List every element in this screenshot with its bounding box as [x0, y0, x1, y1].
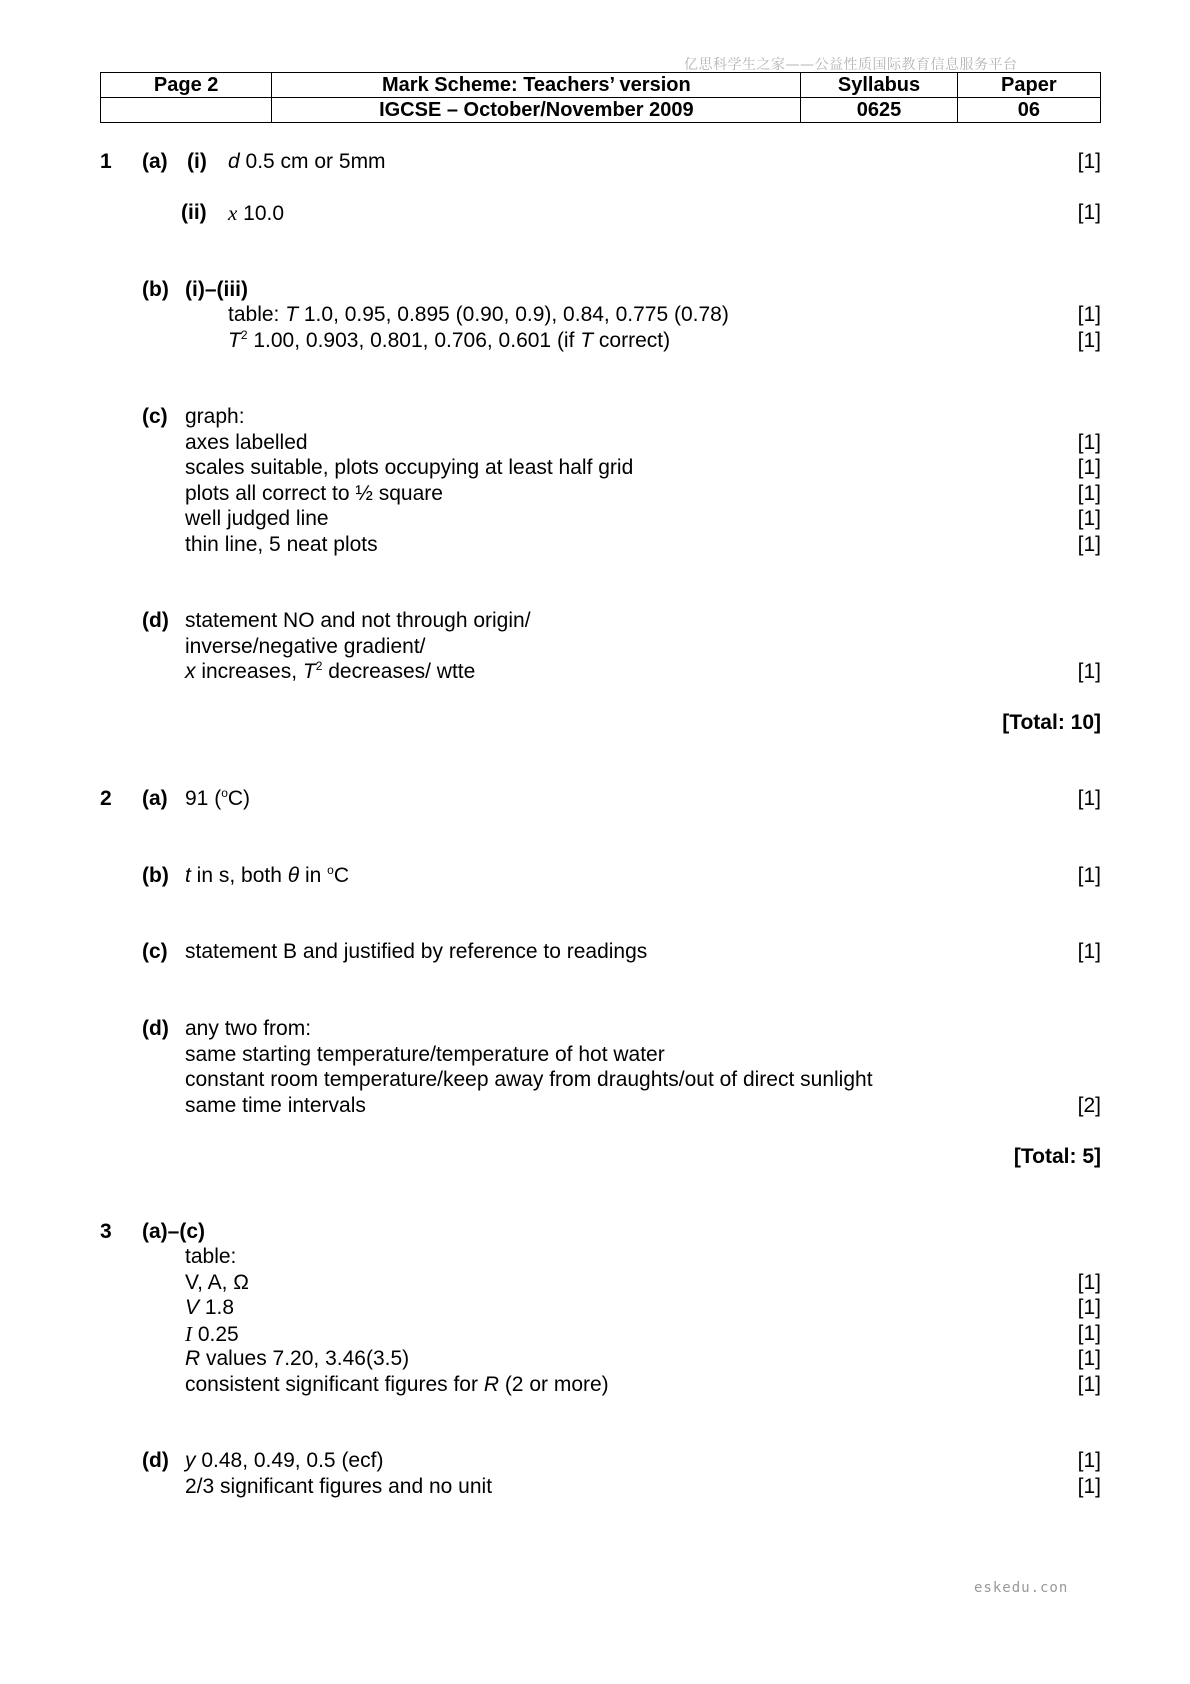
q3-d-variable: y — [185, 1449, 196, 1472]
q1-d-superscript: 2 — [315, 659, 323, 673]
q3-d-mark: [1] — [1077, 1475, 1101, 1498]
q1-a-ii-mark: [1] — [1077, 201, 1101, 224]
q1-b-line-1-variable: T — [285, 303, 299, 326]
q1-a-i-mark: [1] — [1077, 150, 1101, 173]
q1-c-line: axes labelled — [185, 431, 308, 454]
q3-sig-figs-line — [185, 1373, 609, 1397]
q1-d-mark: [1] — [1077, 660, 1101, 683]
q1-a-ii-variable: x — [228, 201, 238, 225]
q1-d-line-1: statement NO and not through origin/ — [185, 609, 531, 632]
q1-b-sub-label: (i)–(iii) — [185, 278, 248, 301]
q2-a-post: C) — [227, 787, 251, 810]
q1-c-line: thin line, 5 neat plots — [185, 533, 378, 556]
q3-r-text: values 7.20, 3.46(3.5) — [200, 1347, 410, 1370]
q2-b-mark: [1] — [1077, 864, 1101, 887]
q2-c-answer: statement B and justified by reference to readings — [185, 940, 648, 963]
q3-ac-mark: [1] — [1077, 1373, 1101, 1396]
q1-b-line-2-variable: T — [228, 329, 241, 352]
q1-c-mark: [1] — [1077, 533, 1101, 556]
q3-ac-mark: [1] — [1077, 1296, 1101, 1319]
q3-d-text: 0.48, 0.49, 0.5 (ecf) — [195, 1449, 384, 1472]
header-syllabus-label: Syllabus — [801, 73, 957, 98]
q1-b-line-1-mark: [1] — [1077, 303, 1101, 326]
q1-a-i-variable: d — [228, 150, 240, 173]
q1-part-c-label: (c) — [142, 405, 168, 428]
q2-part-d-label: (d) — [142, 1017, 169, 1040]
header-table — [100, 72, 1101, 123]
q1-a-ii-label: (ii) — [181, 201, 207, 224]
question-number-3: 3 — [100, 1220, 112, 1243]
q3-d-line-1 — [185, 1449, 383, 1473]
q2-b-text-a: in s, both — [190, 864, 288, 887]
header-row-1 — [101, 73, 1101, 98]
q2-d-mark: [2] — [1077, 1094, 1101, 1117]
header-title: Mark Scheme: Teachers’ version — [272, 73, 801, 98]
q3-current-line — [185, 1322, 239, 1347]
q1-part-a-label: (a) — [142, 150, 168, 173]
q1-b-line-1 — [228, 303, 729, 327]
q1-c-line: scales suitable, plots occupying at least half grid — [185, 456, 634, 479]
q2-part-b-label: (b) — [142, 864, 169, 887]
q1-d-line-3 — [185, 660, 475, 684]
q2-b-degree: o — [327, 863, 334, 877]
q1-b-line-1-text: 1.0, 0.95, 0.895 (0.90, 0.9), 0.84, 0.775 (0.78) — [298, 303, 729, 326]
q3-resistance-line — [185, 1347, 409, 1371]
q1-d-variable-x: x — [185, 660, 196, 683]
q3-i-variable: I — [185, 1322, 192, 1346]
q2-d-line: constant room temperature/keep away from draughts/out of direct sunlight — [185, 1068, 873, 1091]
q1-b-line-2-variable-2: T — [580, 329, 594, 352]
q3-d-line-2: 2/3 significant figures and no unit — [185, 1475, 493, 1498]
q3-v-variable: V — [185, 1296, 200, 1319]
q2-part-c-label: (c) — [142, 940, 168, 963]
q1-d-text-b: decreases/ wtte — [322, 660, 476, 683]
q1-b-line-2-mark: [1] — [1077, 329, 1101, 352]
q1-total: [Total: 10] — [1002, 711, 1101, 734]
q1-a-i-answer — [228, 150, 386, 174]
q1-c-line: plots all correct to ½ square — [185, 482, 443, 505]
q3-sf-variable: R — [483, 1373, 499, 1396]
q2-b-text-b: in — [299, 864, 328, 887]
q1-c-mark: [1] — [1077, 482, 1101, 505]
header-paper-label: Paper — [957, 73, 1100, 98]
q1-b-line-2-text: 1.00, 0.903, 0.801, 0.706, 0.601 (if — [247, 329, 581, 352]
q3-table-line: table: — [185, 1245, 237, 1268]
q3-ac-mark: [1] — [1077, 1347, 1101, 1370]
footer-watermark: eskedu.con — [974, 1580, 1069, 1596]
q2-a-degree: o — [221, 786, 228, 800]
q1-a-ii-text: 10.0 — [237, 202, 285, 225]
q2-a-pre: 91 ( — [185, 787, 222, 810]
q1-b-line-2-end: correct) — [593, 329, 671, 352]
header-row-2 — [101, 98, 1101, 123]
header-empty-cell — [101, 98, 272, 123]
q2-d-line: same time intervals — [185, 1094, 366, 1117]
header-paper-number: 06 — [957, 98, 1100, 123]
q2-a-answer — [185, 787, 250, 811]
q2-d-line: any two from: — [185, 1017, 312, 1040]
watermark-text: 亿思科学生之家——公益性质国际教育信息服务平台 — [684, 57, 1018, 73]
header-syllabus-code: 0625 — [801, 98, 957, 123]
q2-b-answer — [185, 864, 349, 888]
q3-units-line: V, A, Ω — [185, 1271, 249, 1294]
question-number-2: 2 — [100, 787, 112, 810]
q2-a-mark: [1] — [1077, 787, 1101, 810]
q1-a-i-text: 0.5 cm or 5mm — [239, 150, 386, 173]
question-number-1: 1 — [100, 150, 112, 173]
q1-d-line-2: inverse/negative gradient/ — [185, 635, 426, 658]
q3-v-text: 1.8 — [199, 1296, 235, 1319]
q1-c-line: well judged line — [185, 507, 329, 530]
q3-sf-end: (2 or more) — [498, 1373, 609, 1396]
q3-sf-text: consistent significant figures for — [185, 1373, 484, 1396]
q1-part-b-label: (b) — [142, 278, 169, 301]
q3-r-variable: R — [185, 1347, 201, 1370]
q1-b-line-2 — [228, 329, 670, 353]
q1-b-line-2-superscript: 2 — [240, 328, 248, 342]
q1-b-line-1-pre: table: — [228, 303, 286, 326]
q3-voltage-line — [185, 1296, 234, 1320]
q3-i-text: 0.25 — [192, 1323, 239, 1346]
q3-part-ac-label: (a)–(c) — [142, 1220, 206, 1243]
q3-part-d-label: (d) — [142, 1449, 169, 1472]
q2-b-variable-t: t — [185, 864, 191, 887]
q2-part-a-label: (a) — [142, 787, 168, 810]
q3-ac-mark: [1] — [1077, 1271, 1101, 1294]
q1-c-mark: [1] — [1077, 456, 1101, 479]
q3-d-mark: [1] — [1077, 1449, 1101, 1472]
q1-d-variable-t: T — [302, 660, 316, 683]
q1-part-d-label: (d) — [142, 609, 169, 632]
q2-c-mark: [1] — [1077, 940, 1101, 963]
q2-b-text-c: C — [333, 864, 350, 887]
header-exam-session: IGCSE – October/November 2009 — [272, 98, 801, 123]
q1-a-i-label: (i) — [187, 150, 207, 173]
q1-c-mark: [1] — [1077, 431, 1101, 454]
q1-c-line: graph: — [185, 405, 245, 428]
q2-d-line: same starting temperature/temperature of hot water — [185, 1043, 665, 1066]
q1-d-text-a: increases, — [195, 660, 303, 683]
q1-c-mark: [1] — [1077, 507, 1101, 530]
q1-a-ii-answer — [228, 201, 284, 226]
header-page: Page 2 — [101, 73, 272, 98]
q2-b-theta: θ — [287, 864, 300, 887]
q3-ac-mark: [1] — [1077, 1322, 1101, 1345]
q2-total: [Total: 5] — [1013, 1145, 1101, 1168]
